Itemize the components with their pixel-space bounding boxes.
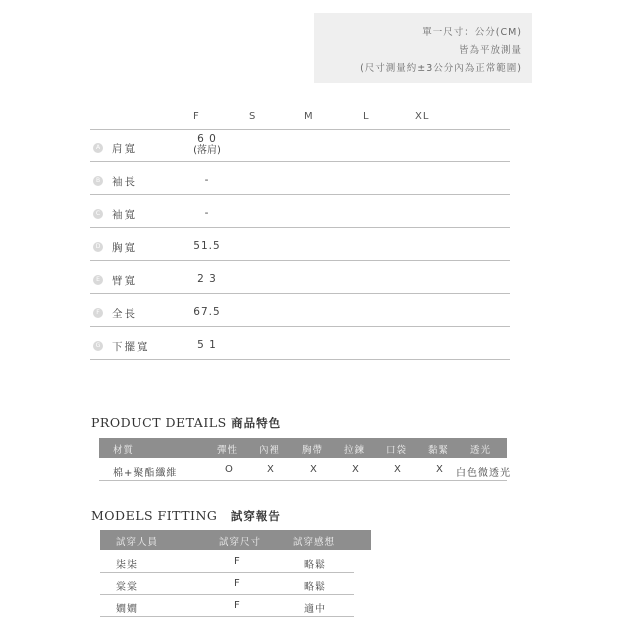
size-row-sleeve-length xyxy=(90,163,510,195)
mf-row xyxy=(100,551,354,573)
pd-value-chest-strap: X xyxy=(310,464,318,475)
row-value: 51.5 xyxy=(193,240,221,252)
mf-model-comment: 略鬆 xyxy=(304,560,326,571)
pd-value-elasticity: O xyxy=(225,464,234,475)
size-row-hem xyxy=(90,328,510,360)
row-value: - xyxy=(204,207,210,219)
mf-row xyxy=(100,595,354,617)
mf-row xyxy=(100,573,354,595)
row-badge: G xyxy=(93,341,103,351)
size-header-f: F xyxy=(193,111,200,122)
row-value: 2 3 xyxy=(197,273,217,285)
note-method: 皆為平放測量 xyxy=(458,45,522,56)
mf-header-model: 試穿人員 xyxy=(116,537,159,548)
mf-header-comment: 試穿感想 xyxy=(293,537,336,548)
row-badge: C xyxy=(93,209,103,219)
pd-header-zipper: 拉鍊 xyxy=(344,445,366,456)
models-fitting-title-zh: 試穿報告 xyxy=(230,509,281,523)
mf-model-name: 柒柒 xyxy=(116,560,138,571)
product-details-divider xyxy=(99,480,507,481)
row-badge: F xyxy=(93,308,103,318)
size-row-sleeve-width xyxy=(90,196,510,228)
pd-value-pocket: X xyxy=(394,464,402,475)
mf-model-comment: 適中 xyxy=(304,604,326,615)
row-label: 袖寬 xyxy=(112,209,137,221)
row-badge: D xyxy=(93,242,103,252)
measurement-note xyxy=(314,13,532,83)
product-details-header xyxy=(99,438,507,458)
size-row-arm xyxy=(90,262,510,294)
mf-model-size: F xyxy=(234,556,241,567)
note-tolerance: (尺寸測量約±3公分內為正常範圍) xyxy=(360,63,522,74)
models-fitting-title: MODELS FITTING 試穿報告 xyxy=(91,508,281,523)
size-header-l: L xyxy=(363,111,370,122)
size-header-xl: XL xyxy=(415,111,430,122)
pd-header-pocket: 口袋 xyxy=(386,445,408,456)
product-details-title-zh: 商品特色 xyxy=(231,416,282,430)
row-value-note: (落肩) xyxy=(193,145,221,156)
pd-header-chest-strap: 胸帶 xyxy=(302,445,324,456)
pd-header-transparency: 透光 xyxy=(470,445,492,456)
row-badge: B xyxy=(93,176,103,186)
row-badge: E xyxy=(93,275,103,285)
pd-header-fastening: 黏緊 xyxy=(428,445,450,456)
product-details-title: PRODUCT DETAILS 商品特色 xyxy=(91,415,282,430)
row-value: 5 1 xyxy=(197,339,217,351)
mf-model-name: 嫺嫺 xyxy=(116,604,138,615)
pd-value-fastening: X xyxy=(436,464,444,475)
models-fitting-header xyxy=(100,530,371,550)
row-label: 下擺寬 xyxy=(112,341,150,353)
pd-value-transparency: 白色微透光 xyxy=(456,468,511,479)
size-row-chest xyxy=(90,229,510,261)
row-badge: A xyxy=(93,143,103,153)
mf-model-name: 棠棠 xyxy=(116,582,138,593)
pd-header-elasticity: 彈性 xyxy=(217,445,239,456)
row-label: 全長 xyxy=(112,308,137,320)
row-value: 67.5 xyxy=(193,306,221,318)
mf-model-size: F xyxy=(234,600,241,611)
size-row-length xyxy=(90,295,510,327)
pd-header-lining: 內裡 xyxy=(259,445,281,456)
row-value: 6 0 (落肩) xyxy=(190,133,224,157)
note-unit: 單一尺寸：公分(CM) xyxy=(422,27,522,38)
pd-value-material: 棉+聚酯纖維 xyxy=(113,468,178,479)
pd-value-lining: X xyxy=(267,464,275,475)
mf-model-size: F xyxy=(234,578,241,589)
size-header-m: M xyxy=(304,111,314,122)
size-row-shoulder xyxy=(90,130,510,162)
row-label: 胸寬 xyxy=(112,242,137,254)
mf-model-comment: 略鬆 xyxy=(304,582,326,593)
pd-header-material: 材質 xyxy=(113,445,135,456)
size-header-s: S xyxy=(249,111,257,122)
row-value: - xyxy=(204,174,210,186)
mf-header-size: 試穿尺寸 xyxy=(219,537,262,548)
row-label: 袖長 xyxy=(112,176,137,188)
row-label: 肩寬 xyxy=(112,143,137,155)
pd-value-zipper: X xyxy=(352,464,360,475)
row-label: 臂寬 xyxy=(112,275,137,287)
